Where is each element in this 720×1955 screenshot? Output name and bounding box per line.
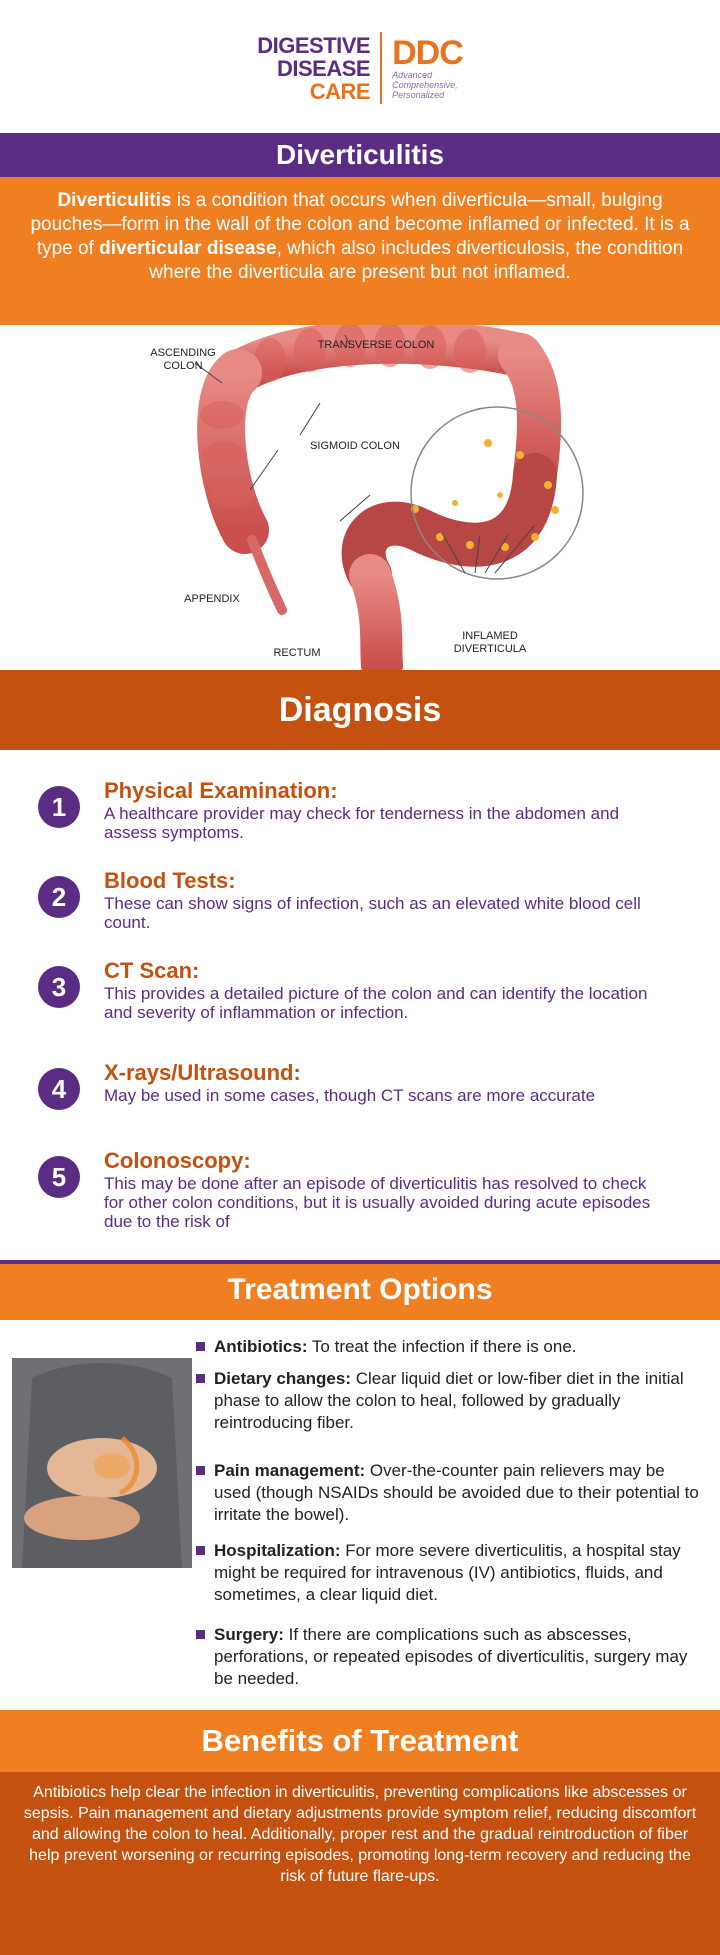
step-title: Colonoscopy: [104,1148,251,1173]
step-number-badge: 3 [38,966,80,1008]
step-number-badge: 2 [38,876,80,918]
bullet-square-icon [196,1546,205,1555]
abdominal-pain-photo-icon [12,1358,192,1568]
benefits-paragraph: Antibiotics help clear the infection in diverticulitis, preventing complications like abscesses or sepsis. Pain management and dietary adjustments provide symptom relief, reducing discomfort and allowing the colon to heal. Additionally, proper rest and the gradual reintroduction of fiber help prevent worsening or recurring episodes, promoting long-term recovery and reducing the risk of future flare-ups. [0,1772,720,1955]
step-text: May be used in some cases, though CT scans are more accurate [104,1086,596,1105]
label-transverse-colon: TRANSVERSE COLON [317,339,435,351]
colon-diagram-icon [0,325,720,670]
intro-bold-term: Diverticulitis [57,190,172,211]
logo-mark [392,36,463,100]
treatment-item [196,1336,706,1358]
treatment-item-text: For more severe diverticulitis, a hospital stay might be required for intravenous (IV) antibiotics, fluids, and sometimes, a clear liquid diet. [214,1541,681,1604]
step-text: This provides a detailed picture of the colon and can identify the location and severity of inflammation or infection. [104,984,648,1022]
intro-text-2: , which also includes diverticulosis, the condition where the diverticula are present but not inflamed. [149,238,684,283]
label-rectum: RECTUM [273,647,321,659]
treatment-item [196,1460,706,1526]
label-ascending-colon: ASCENDING COLON [150,347,216,372]
step-number-badge: 4 [38,1068,80,1110]
step-text: This may be done after an episode of diverticulitis has resolved to check for other colon conditions, but it is usually avoided during acute episodes due to the risk of [104,1174,651,1231]
step-title: CT Scan: [104,958,200,983]
intro-text-1: is a condition that occurs when diverticula—small, bulging pouches—form in the wall of the colon and become inflamed or infected. It is a type of [30,190,690,259]
bullet-square-icon [196,1342,205,1351]
bullet-square-icon [196,1630,205,1639]
treatment-item-text: To treat the infection if there is one. [307,1337,577,1356]
logo [0,28,720,108]
treatment-item-label: Hospitalization: [214,1541,341,1560]
step-number-badge: 1 [38,786,80,828]
treatment-item-text: Clear liquid diet or low-fiber diet in the initial phase to allow the colon to heal, followed by gradually reintroducing fiber. [214,1369,684,1432]
colon-illustration [0,325,720,670]
label-inflamed-diverticula: INFLAMED DIVERTICULA [453,630,527,655]
treatment-item-label: Antibiotics: [214,1337,308,1356]
logo-ddc: DDC [392,34,463,72]
step-title: Physical Examination: [104,778,338,803]
bullet-square-icon [196,1466,205,1475]
logo-tagline-1: Advanced [392,70,433,80]
logo-line-digestive: DIGESTIVE [257,32,371,58]
treatment-item-label: Pain management: [214,1461,366,1480]
logo-line-care: CARE [309,78,371,104]
logo-line-disease: DISEASE [277,55,371,81]
intro-paragraph [0,177,720,325]
intro-bold-term-2: diverticular disease [99,238,277,259]
treatment-item-label: Dietary changes: [214,1369,351,1388]
logo-divider [380,32,382,104]
diagnosis-heading: Diagnosis [0,670,720,750]
treatment-top-rule [0,1260,720,1264]
step-number-badge: 5 [38,1156,80,1198]
page-title: Diverticulitis [0,133,720,177]
treatment-item-text: If there are complications such as abscesses, perforations, or repeated episodes of diverticulitis, surgery may be needed. [214,1625,688,1688]
step-title: Blood Tests: [104,868,236,893]
benefits-heading: Benefits of Treatment [0,1710,720,1772]
logo-tagline-2: Comprehensive, [392,80,458,90]
step-text: A healthcare provider may check for tenderness in the abdomen and assess symptoms. [104,804,620,842]
treatment-item [196,1368,706,1434]
treatment-item-label: Surgery: [214,1625,284,1644]
logo-tagline-3: Personalized [392,90,445,100]
step-title: X-rays/Ultrasound: [104,1060,301,1085]
logo-wordmark [257,34,370,103]
treatment-heading: Treatment Options [0,1260,720,1320]
label-sigmoid-colon: SIGMOID COLON [310,440,400,452]
treatment-item [196,1540,706,1606]
bullet-square-icon [196,1374,205,1383]
treatment-item [196,1624,706,1690]
treatment-item-text: Over-the-counter pain relievers may be used (though NSAIDs should be avoided due to their potential to irritate the bowel). [214,1461,699,1524]
label-appendix: APPENDIX [184,593,240,605]
step-text: These can show signs of infection, such as an elevated white blood cell count. [104,894,641,932]
